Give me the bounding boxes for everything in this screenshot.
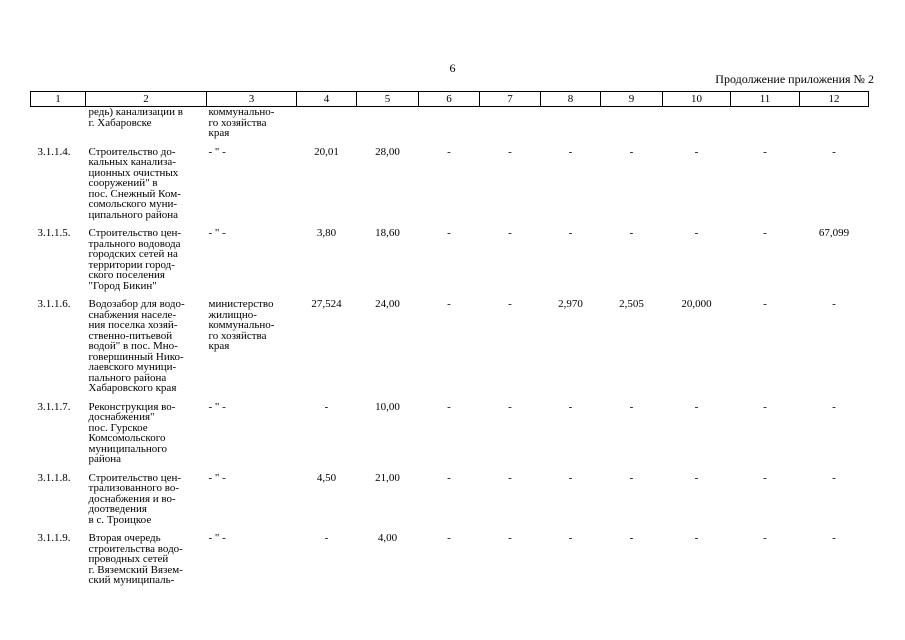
value-col-11: -: [763, 227, 767, 239]
value-col-6: -: [447, 532, 451, 544]
value-col-4: 20,01: [314, 145, 339, 158]
value-col-12: 67,099: [818, 227, 850, 239]
value-col-11: -: [763, 145, 767, 158]
appendix-table: [30, 91, 869, 586]
executor: - " -: [208, 227, 226, 239]
value-col-9: -: [629, 400, 634, 413]
row-number: 3.1.1.9.: [37, 532, 71, 544]
value-col-8: [541, 107, 601, 139]
value-col-4: 3,80: [316, 227, 337, 239]
header-row: [31, 92, 869, 107]
table-row: [31, 107, 869, 139]
value-col-8: -: [568, 471, 573, 484]
header-cell: 2: [86, 92, 207, 107]
value-col-5: 28,00: [375, 145, 400, 158]
value-col-10: -: [694, 532, 699, 544]
value-col-4: 4,50: [316, 471, 337, 484]
header-cell: 8: [541, 92, 601, 107]
table-row: [31, 220, 869, 291]
executor: - " -: [208, 145, 226, 158]
row-number: 3.1.1.8.: [37, 471, 71, 484]
value-col-9: -: [629, 532, 634, 544]
header-cell: 5: [357, 92, 419, 107]
executor: - " -: [208, 400, 226, 413]
executor: министерство жилищно- коммунально- го хозяйства края: [208, 298, 275, 352]
value-col-7: -: [508, 400, 512, 413]
project-name: редь) канализации в г. Хабаровске: [88, 106, 183, 129]
header-cell: 10: [663, 92, 731, 107]
table-row: [31, 465, 869, 526]
header-cell: 7: [480, 92, 541, 107]
value-col-7: -: [508, 298, 512, 310]
value-col-12: [800, 107, 869, 139]
value-col-9: -: [629, 227, 634, 239]
value-col-5: 10,00: [375, 400, 400, 413]
value-col-6: [419, 107, 480, 139]
value-col-8: -: [568, 400, 573, 413]
value-col-5: [357, 107, 419, 139]
executor: - " -: [208, 532, 226, 544]
value-col-4: [297, 107, 357, 139]
project-name: Водозабор для водо- снабжения населе- ния поселка хозяй- ственно-питьевой водой" в пос. Мно- говершинный Нико- лаевского муници- пального района Хабаровского края: [88, 298, 185, 394]
value-col-9: -: [629, 145, 634, 158]
value-col-12: -: [832, 298, 836, 310]
value-col-11: -: [763, 298, 767, 310]
project-name: Вторая очередь строительства водо- проводных сетей г. Вяземский Вязем- ский муниципаль-: [88, 532, 183, 586]
value-col-10: 20,000: [681, 298, 712, 310]
header-cell: 9: [601, 92, 663, 107]
value-col-12: -: [832, 471, 836, 484]
value-col-7: -: [508, 227, 512, 239]
value-col-8: 2,970: [558, 298, 583, 310]
table-row: [31, 394, 869, 465]
row-number: 3.1.1.4.: [37, 145, 71, 158]
value-col-11: -: [763, 532, 767, 544]
value-col-9: [601, 107, 663, 139]
value-col-8: -: [568, 227, 573, 239]
table-row: [31, 291, 869, 394]
row-number: 3.1.1.5.: [37, 227, 71, 239]
value-col-5: 18,60: [375, 227, 400, 239]
value-col-11: -: [763, 400, 767, 413]
value-col-5: 4,00: [377, 532, 398, 544]
value-col-7: [480, 107, 541, 139]
value-col-6: -: [447, 227, 451, 239]
value-col-8: -: [568, 145, 573, 158]
header-cell: 3: [207, 92, 297, 107]
value-col-4: 27,524: [311, 298, 342, 310]
value-col-6: -: [447, 400, 451, 413]
value-col-12: -: [832, 400, 836, 413]
continuation-label: Продолжение приложения № 2: [715, 72, 874, 86]
value-col-7: -: [508, 471, 512, 484]
value-col-11: -: [763, 471, 767, 484]
table-row: [31, 139, 869, 221]
value-col-5: 21,00: [375, 471, 400, 484]
executor: - " -: [208, 471, 226, 484]
row-number: 3.1.1.6.: [37, 298, 71, 310]
project-name: Реконструкция во- доснабжения" пос. Гурское Комсомольского муниципального района: [88, 400, 176, 465]
value-col-4: -: [324, 400, 329, 413]
value-col-8: -: [568, 532, 573, 544]
executor: коммунально- го хозяйства края: [208, 106, 275, 139]
project-name: Строительство до- кальных канализа- ционных очистных сооружений" в пос. Снежный Ком- сомольского муни- ципального района: [88, 145, 181, 221]
value-col-10: -: [694, 400, 699, 413]
value-col-6: -: [447, 298, 451, 310]
project-name: Строительство цен- трального водовода городских сетей на территории город- ского поселения "Город Бикин": [88, 227, 182, 292]
header-cell: 12: [800, 92, 869, 107]
header-cell: 6: [419, 92, 480, 107]
value-col-9: 2,505: [619, 298, 644, 310]
header-cell: 1: [31, 92, 86, 107]
value-col-10: [663, 107, 731, 139]
value-col-10: -: [694, 471, 699, 484]
value-col-12: -: [832, 145, 836, 158]
value-col-7: -: [508, 145, 512, 158]
value-col-7: -: [508, 532, 512, 544]
value-col-11: [731, 107, 800, 139]
row-number: [31, 107, 86, 139]
page-number: 6: [449, 61, 456, 75]
value-col-12: -: [832, 532, 836, 544]
value-col-5: 24,00: [375, 298, 400, 310]
value-col-6: -: [447, 471, 451, 484]
row-number: 3.1.1.7.: [37, 400, 71, 413]
value-col-9: -: [629, 471, 634, 484]
value-col-10: -: [694, 145, 699, 158]
header-cell: 11: [731, 92, 800, 107]
project-name: Строительство цен- трализованного во- доснабжения и во- доотведения в с. Троицкое: [88, 471, 182, 526]
value-col-6: -: [447, 145, 451, 158]
table-row: [31, 525, 869, 586]
header-cell: 4: [297, 92, 357, 107]
value-col-10: -: [694, 227, 699, 239]
value-col-4: -: [324, 532, 329, 544]
